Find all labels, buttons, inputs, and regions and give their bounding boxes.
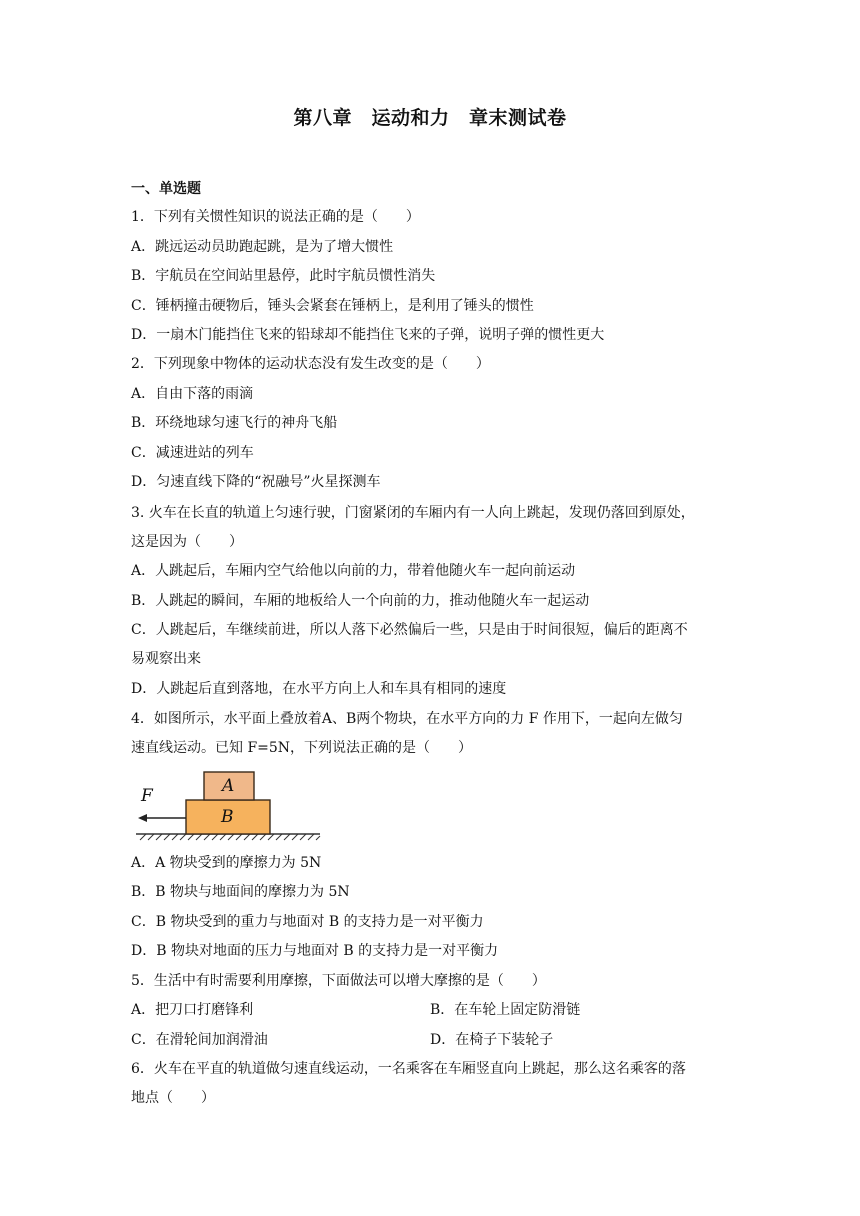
q3-option-a: A．人跳起后，车厢内空气给他以向前的力，带着他随火车一起向前运动 <box>131 563 576 579</box>
q1-stem: 1．下列有关惯性知识的说法正确的是（ ） <box>131 209 420 225</box>
q2-stem: 2．下列现象中物体的运动状态没有发生改变的是（ ） <box>131 356 490 372</box>
q4-stem-line1: 4．如图所示，水平面上叠放着A、B两个物块，在水平方向的力 F 作用下，一起向左做匀 <box>131 711 683 727</box>
section-heading: 一、单选题 <box>131 181 201 197</box>
q2-option-c: C．减速进站的列车 <box>131 445 254 461</box>
q1-option-a: A．跳远运动员助跑起跳，是为了增大惯性 <box>131 239 394 255</box>
q3-option-d: D．人跳起后直到落地，在水平方向上人和车具有相同的速度 <box>131 681 507 697</box>
q4-option-a: A．A 物块受到的摩擦力为 5N <box>131 855 322 871</box>
q5-option-b: B．在车轮上固定防滑链 <box>430 1002 581 1018</box>
q3-option-c-line1: C．人跳起后，车继续前进，所以人落下必然偏后一些，只是由于时间很短，偏后的距离不 <box>131 622 688 638</box>
q2-option-a: A．自由下落的雨滴 <box>131 386 254 402</box>
q3-option-c-line2: 易观察出来 <box>131 651 201 667</box>
page-title: 第八章 运动和力 章末测试卷 <box>293 107 567 129</box>
q3-option-b: B．人跳起的瞬间，车厢的地板给人一个向前的力，推动他随火车一起运动 <box>131 593 590 609</box>
force-label: F <box>141 786 153 806</box>
q5-option-a: A．把刀口打磨锋利 <box>131 1002 254 1018</box>
q5-option-d: D．在椅子下装轮子 <box>430 1032 554 1048</box>
q6-stem-line1: 6．火车在平直的轨道做匀速直线运动，一名乘客在车厢竖直向上跳起，那么这名乘客的落 <box>131 1061 686 1077</box>
block-a-label: A <box>222 776 235 796</box>
q6-stem-line2: 地点（ ） <box>131 1090 215 1106</box>
block-b-label: B <box>221 807 234 827</box>
q3-stem-line2: 这是因为（ ） <box>131 534 243 550</box>
q5-option-c: C．在滑轮间加润滑油 <box>131 1032 268 1048</box>
q1-option-b: B．宇航员在空间站里悬停，此时宇航员惯性消失 <box>131 268 436 284</box>
q5-stem: 5．生活中有时需要利用摩擦，下面做法可以增大摩擦的是（ ） <box>131 973 546 989</box>
q4-stem-line2: 速直线运动。已知 F=5N，下列说法正确的是（ ） <box>131 740 473 756</box>
block-diagram <box>136 768 322 846</box>
q1-option-c: C．锤柄撞击硬物后，锤头会紧套在锤柄上，是利用了锤头的惯性 <box>131 298 534 314</box>
q4-option-b: B．B 物块与地面间的摩擦力为 5N <box>131 884 350 900</box>
q2-option-d: D．匀速直线下降的“祝融号”火星探测车 <box>131 474 381 490</box>
q1-option-d: D．一扇木门能挡住飞来的铅球却不能挡住飞来的子弹，说明子弹的惯性更大 <box>131 327 605 343</box>
q4-option-d: D．B 物块对地面的压力与地面对 B 的支持力是一对平衡力 <box>131 943 499 959</box>
q2-option-b: B．环绕地球匀速飞行的神舟飞船 <box>131 415 338 431</box>
q4-option-c: C．B 物块受到的重力与地面对 B 的支持力是一对平衡力 <box>131 914 484 930</box>
q3-stem-line1: 3. 火车在长直的轨道上匀速行驶，门窗紧闭的车厢内有一人向上跳起，发现仍落回到原处， <box>131 505 695 521</box>
